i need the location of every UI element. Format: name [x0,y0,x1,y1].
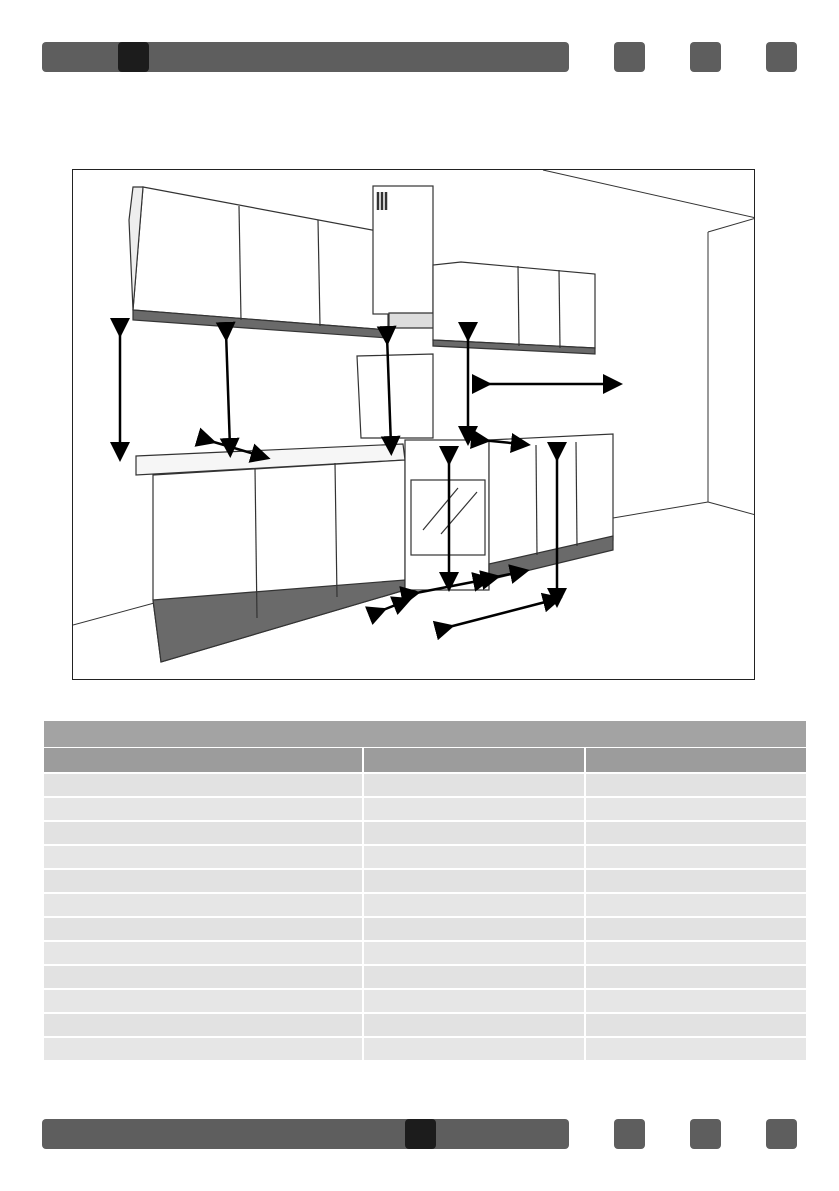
kitchen-installation-diagram-icon [73,170,755,680]
table-cell [44,990,362,1012]
table-cell [586,1014,806,1036]
table-cell [44,774,362,796]
column-header [586,748,806,772]
column-header [44,748,362,772]
table-row [44,918,806,940]
footer-section-bar [42,1119,569,1149]
table-header-row [44,748,806,772]
table-row [44,966,806,988]
table-cell [586,918,806,940]
table-row [44,1038,806,1060]
table-row [44,798,806,820]
table-cell [586,870,806,892]
table-cell [586,774,806,796]
table-cell [364,942,584,964]
table-title [44,721,806,747]
table-cell [364,990,584,1012]
table-cell [44,1014,362,1036]
header-square-3 [766,42,797,72]
column-header [364,748,584,772]
table-cell [364,846,584,868]
table-cell [364,870,584,892]
table-cell [44,918,362,940]
table-cell [364,894,584,916]
table-cell [44,894,362,916]
table-row [44,846,806,868]
table-cell [586,798,806,820]
table-cell [44,942,362,964]
table-row [44,1014,806,1036]
table-cell [364,918,584,940]
footer-square-2 [690,1119,721,1149]
table-row [44,990,806,1012]
footer-section-marker [405,1119,436,1149]
table-cell [44,870,362,892]
table-cell [586,942,806,964]
header-square-1 [614,42,645,72]
table-row [44,822,806,844]
table-cell [364,1038,584,1060]
table-cell [586,894,806,916]
table-row [44,774,806,796]
footer-square-1 [614,1119,645,1149]
table-body [44,774,806,1060]
header-section-bar [42,42,569,72]
kitchen-installation-diagram [72,169,755,680]
table-cell [44,822,362,844]
table-cell [586,822,806,844]
table-cell [586,846,806,868]
table-cell [44,798,362,820]
table-cell [586,1038,806,1060]
table-cell [364,774,584,796]
table-cell [364,822,584,844]
header-section-marker [118,42,149,72]
table-cell [44,846,362,868]
table-cell [364,798,584,820]
table-cell [44,966,362,988]
table-cell [586,966,806,988]
header-square-2 [690,42,721,72]
footer-square-3 [766,1119,797,1149]
table-row [44,942,806,964]
table-row [44,894,806,916]
table-cell [586,990,806,1012]
table-cell [364,1014,584,1036]
dimensions-table [44,721,806,1060]
table-row [44,870,806,892]
table-cell [364,966,584,988]
table-cell [44,1038,362,1060]
